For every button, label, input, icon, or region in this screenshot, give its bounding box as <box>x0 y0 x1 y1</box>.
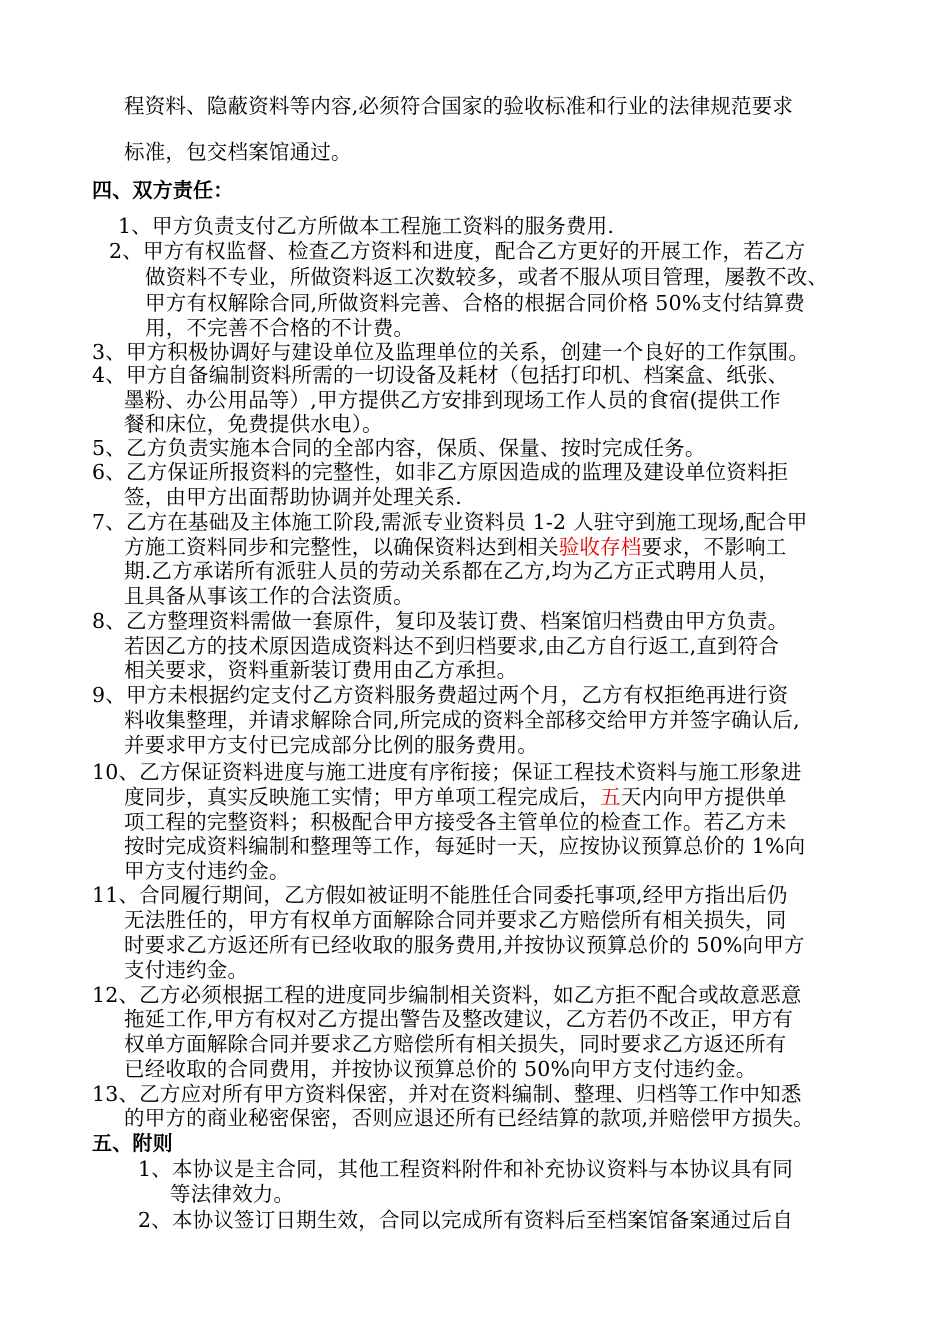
clause-line: 8、乙方整理资料需做一套原件，复印及装订费、档案馆归档费由甲方负责。 <box>92 609 789 633</box>
clause-line: 6、乙方保证所报资料的完整性，如非乙方原因造成的监理及建设单位资料拒 <box>92 460 789 484</box>
clause-text: 方施工资料同步和完整性，以确保资料达到相关 <box>124 535 559 559</box>
body-line: 程资料、隐蔽资料等内容,必须符合国家的验收标准和行业的法律规范要求 <box>124 94 794 118</box>
clause-line: 签，由甲方出面帮助协调并处理关系. <box>124 485 462 509</box>
clause-line: 权单方面解除合同并要求乙方赔偿所有相关损失，同时要求乙方返还所有 <box>124 1032 787 1056</box>
clause-line: 13、乙方应对所有甲方资料保密，并对在资料编制、整理、归档等工作中知悉 <box>92 1082 802 1106</box>
clause-line: 已经收取的合同费用，并按协议预算总价的 50%向甲方支付违约金。 <box>124 1057 757 1081</box>
clause-line: 2、甲方有权监督、检查乙方资料和进度，配合乙方更好的开展工作，若乙方 <box>109 239 806 263</box>
clause-line: 时要求乙方返还所有已经收取的服务费用,并按协议预算总价的 50%向甲方 <box>124 933 805 957</box>
clause-line: 做资料不专业，所做资料返工次数较多，或者不服从项目管理，屡教不改、 <box>145 265 829 289</box>
clause-line: 料收集整理，并请求解除合同,所完成的资料全部移交给甲方并签字确认后, <box>124 708 800 732</box>
section-heading: 四、双方责任： <box>92 178 234 202</box>
clause-line: 并要求甲方支付已完成部分比例的服务费用。 <box>124 733 538 757</box>
clause-line: 若因乙方的技术原因造成资料达不到归档要求,由乙方自行返工,直到符合 <box>124 634 780 658</box>
clause-line: 等法律效力。 <box>170 1182 295 1206</box>
clause-line: 5、乙方负责实施本合同的全部内容，保质、保量、按时完成任务。 <box>92 436 706 460</box>
clause-line: 1、本协议是主合同，其他工程资料附件和补充协议资料与本协议具有同 <box>138 1157 793 1181</box>
clause-line: 甲方支付违约金。 <box>124 859 290 883</box>
highlighted-term: 五 <box>600 785 621 809</box>
clause-line: 项工程的完整资料；积极配合甲方接受各主管单位的检查工作。若乙方未 <box>124 810 787 834</box>
clause-line: 2、本协议签订日期生效，合同以完成所有资料后至档案馆备案通过后自 <box>138 1208 793 1232</box>
clause-line: 且具备从事该工作的合法资质。 <box>124 584 414 608</box>
clause-line: 11、合同履行期间，乙方假如被证明不能胜任合同委托事项,经甲方指出后仍 <box>92 883 788 907</box>
clause-line: 9、甲方未根据约定支付乙方资料服务费超过两个月，乙方有权拒绝再进行资 <box>92 683 789 707</box>
clause-line: 的甲方的商业秘密保密，否则应退还所有已经结算的款项,并赔偿甲方损失。 <box>124 1106 814 1130</box>
clause-line: 1、甲方负责支付乙方所做本工程施工资料的服务费用. <box>118 214 615 238</box>
clause-line: 支付违约金。 <box>124 958 249 982</box>
clause-line: 无法胜任的，甲方有权单方面解除合同并要求乙方赔偿所有相关损失，同 <box>124 908 787 932</box>
body-line: 标准，包交档案馆通过。 <box>124 140 352 164</box>
clause-line: 3、甲方积极协调好与建设单位及监理单位的关系，创建一个良好的工作氛围。 <box>92 340 810 364</box>
clause-line: 甲方有权解除合同,所做资料完善、合格的根据合同价格 50%支付结算费 <box>145 291 805 315</box>
highlighted-term: 验收存档 <box>558 535 642 559</box>
clause-line: 用，不完善不合格的不计费。 <box>145 316 415 340</box>
section-heading: 五、附则 <box>92 1131 173 1155</box>
clause-text: 要求，不影响工 <box>641 535 787 559</box>
clause-line: 期.乙方承诺所有派驻人员的劳动关系都在乙方,均为乙方正式聘用人员， <box>124 559 780 583</box>
clause-line: 餐和床位，免费提供水电）。 <box>124 412 383 436</box>
clause-line: 12、乙方必须根据工程的进度同步编制相关资料，如乙方拒不配合或故意恶意 <box>92 983 802 1007</box>
clause-text: 度同步，真实反映施工实情；甲方单项工程完成后， <box>124 785 601 809</box>
clause-line: 相关要求，资料重新装订费用由乙方承担。 <box>124 658 518 682</box>
clause-line: 墨粉、办公用品等）,甲方提供乙方安排到现场工作人员的食宿(提供工作 <box>124 388 781 412</box>
clause-text: 天内向甲方提供单 <box>620 785 787 809</box>
clause-line: 7、乙方在基础及主体施工阶段,需派专业资料员 1-2 人驻守到施工现场,配合甲 <box>92 510 808 534</box>
clause-line: 10、乙方保证资料进度与施工进度有序衔接；保证工程技术资料与施工形象进 <box>92 760 802 784</box>
clause-line <box>124 783 786 811</box>
clause-line: 4、甲方自备编制资料所需的一切设备及耗材（包括打印机、档案盒、纸张、 <box>92 363 789 387</box>
clause-line: 按时完成资料编制和整理等工作，每延时一天，应按协议预算总价的 1%向 <box>124 834 806 858</box>
clause-line: 拖延工作,甲方有权对乙方提出警告及整改建议，乙方若仍不改正，甲方有 <box>124 1007 794 1031</box>
